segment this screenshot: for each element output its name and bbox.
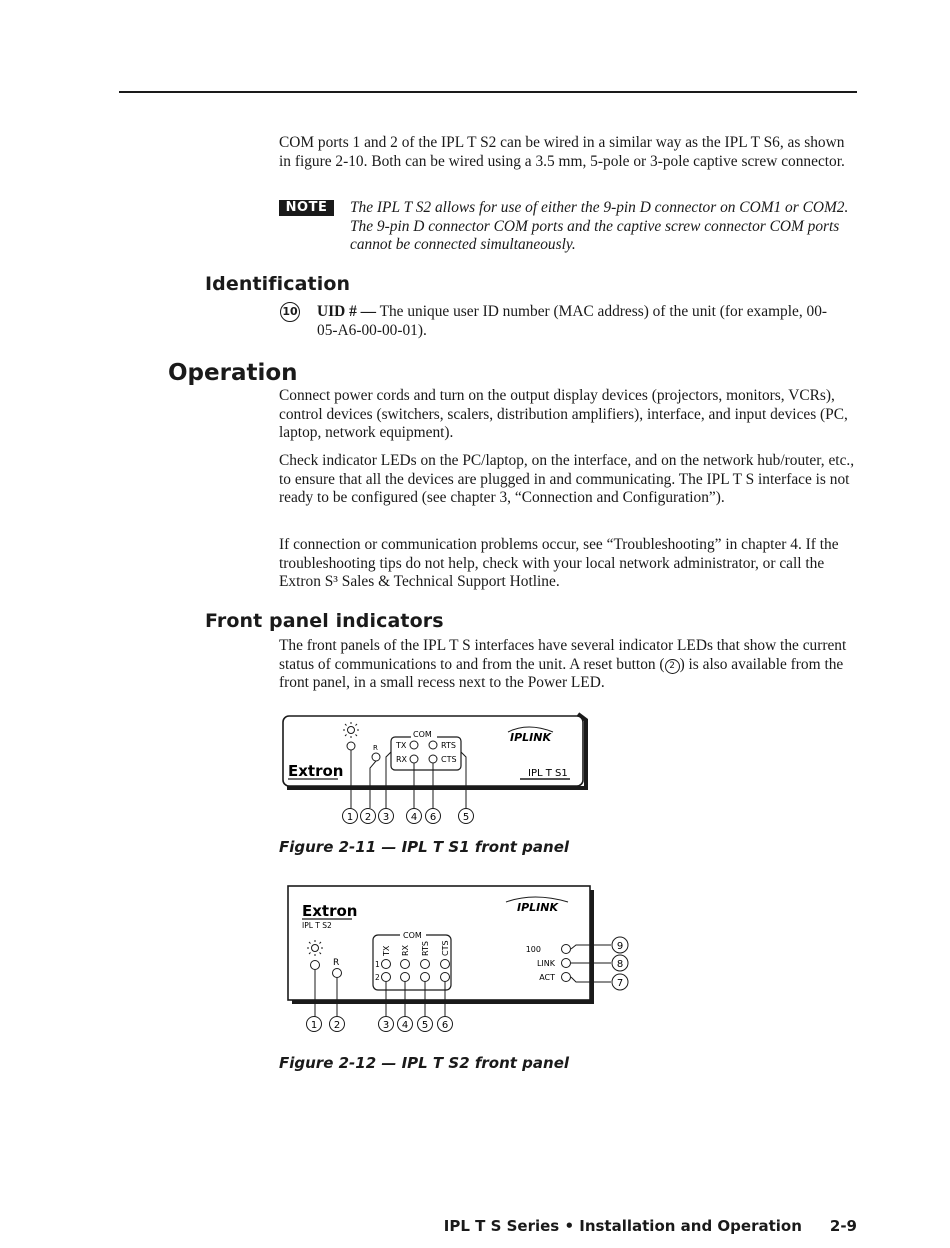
operation-para-1 — [279, 387, 859, 443]
s1-cts-led — [429, 755, 437, 763]
svg-text:5: 5 — [462, 812, 470, 823]
s1-callout-2 — [361, 809, 376, 824]
svg-text:6: 6 — [441, 1020, 449, 1031]
s2-rx2-led — [401, 973, 410, 982]
operation-text-3: If connection or communication problems occur, see “Troubleshooting” in chapter 4. If the troubleshooting tips do not help, check with your local network administrator, or call the Extron S³ Sales & Technical Support Hotline. — [279, 536, 839, 590]
s2-rx1-led — [401, 960, 410, 969]
page-footer — [444, 1217, 857, 1235]
s2-com-label: COM — [403, 931, 422, 940]
front-panel-text-after: ) is also available from the front panel, in a small recess next to the Power LED. — [279, 655, 844, 691]
s2-100-led — [562, 945, 571, 954]
s2-rts2-led — [421, 973, 430, 982]
s2-callout-6 — [438, 1017, 453, 1032]
s2-row-1-label: 1 — [375, 960, 380, 969]
s2-tx2-led — [382, 973, 391, 982]
s1-com-label: COM — [413, 730, 432, 739]
s2-reset-button — [333, 969, 342, 978]
svg-text:2: 2 — [333, 1020, 341, 1031]
intro-text: COM ports 1 and 2 of the IPL T S2 can be wired in a similar way as the IPL T S6, as shown in figure 2-10. Both can be wired using a 3.5 mm, 5-pole or 3-pole captive screw connector. — [279, 134, 845, 170]
s2-rts-label: RTS — [421, 941, 430, 956]
intro-paragraph — [279, 134, 859, 171]
s1-rx-label: RX — [396, 755, 408, 764]
svg-text:4: 4 — [401, 1020, 409, 1031]
s2-callout-7 — [612, 974, 628, 990]
header-rule — [119, 91, 857, 93]
svg-text:1: 1 — [310, 1020, 318, 1031]
s2-iplink-logo: IPLINK — [517, 901, 558, 914]
svg-text:1: 1 — [346, 812, 354, 823]
s2-reset-label: R — [333, 958, 340, 968]
s2-rx-label: RX — [401, 944, 410, 956]
s1-rts-label: RTS — [441, 741, 456, 750]
s1-model-label: IPL T S1 — [528, 768, 568, 779]
page-number: 2-9 — [829, 1217, 857, 1235]
identification-heading: Identification — [205, 273, 351, 295]
s2-cts2-led — [441, 973, 450, 982]
s2-callout-8 — [612, 955, 628, 971]
s2-act-led — [562, 973, 571, 982]
s1-cts-label: CTS — [441, 755, 457, 764]
s2-callout-9 — [612, 937, 628, 953]
note-text: The IPL T S2 allows for use of either the 9-pin D connector on COM1 or COM2. The 9-pin D connector COM ports and the captive screw connector COM ports cannot be connected simultaneously. — [350, 199, 849, 253]
front-panel-paragraph — [279, 637, 859, 693]
s2-callout-3 — [379, 1017, 394, 1032]
ipl-t-s1-front-panel-diagram — [278, 710, 598, 830]
s1-reset-label: R — [373, 744, 378, 752]
s1-callout-3 — [379, 809, 394, 824]
s2-tx1-led — [382, 960, 391, 969]
s2-power-led — [311, 961, 320, 970]
svg-text:3: 3 — [382, 812, 390, 823]
s1-extron-logo: Extron — [288, 762, 344, 780]
s2-act-label: ACT — [539, 973, 555, 982]
s1-power-led — [347, 742, 355, 750]
svg-text:4: 4 — [410, 812, 418, 823]
operation-text-1: Connect power cords and turn on the output display devices (projectors, monitors, VCRs), control devices (switchers, scalers, distribution amplifiers), interface, and input devices (PC, laptop, network equipment). — [279, 387, 848, 441]
s1-callouts — [343, 809, 474, 824]
operation-para-2 — [279, 452, 859, 508]
s1-tx-label: TX — [396, 741, 407, 750]
svg-text:9: 9 — [616, 941, 624, 952]
svg-text:2: 2 — [364, 812, 372, 823]
s2-callout-5 — [418, 1017, 433, 1032]
operation-text-2: Check indicator LEDs on the PC/laptop, on the interface, and on the network hub/router, etc., to ensure that all the devices are plugged in and communicating. The IPL T S interface is not ready to be configured (see chapter 3, “Connection and Configuration”). — [279, 452, 855, 506]
figure-2-11-caption: Figure 2-11 — IPL T S1 front panel — [279, 838, 570, 856]
s2-callout-1 — [307, 1017, 322, 1032]
front-panel-heading: Front panel indicators — [205, 610, 444, 632]
s2-link-led — [562, 959, 571, 968]
note-badge: NOTE — [279, 200, 334, 216]
uid-description — [317, 303, 837, 340]
s2-cts-label: CTS — [441, 940, 450, 956]
s2-100-label: 100 — [525, 945, 541, 954]
uid-term: UID # — — [317, 303, 376, 320]
s2-rts1-led — [421, 960, 430, 969]
svg-text:8: 8 — [616, 959, 624, 970]
svg-text:3: 3 — [382, 1020, 390, 1031]
operation-heading: Operation — [168, 360, 298, 386]
svg-text:5: 5 — [421, 1020, 429, 1031]
figure-2-12-caption: Figure 2-12 — IPL T S2 front panel — [279, 1054, 570, 1072]
s1-rts-led — [429, 741, 437, 749]
footer-title: IPL T S Series • Installation and Operation — [443, 1217, 802, 1235]
s1-tx-led — [410, 741, 418, 749]
s1-callout-6 — [426, 809, 441, 824]
s2-extron-logo: Extron — [302, 902, 358, 920]
svg-text:6: 6 — [429, 812, 437, 823]
s2-callout-2 — [330, 1017, 345, 1032]
s1-callout-5 — [459, 809, 474, 824]
s1-callout-4 — [407, 809, 422, 824]
reset-callout-icon: 2 — [665, 659, 680, 674]
uid-text: The unique user ID number (MAC address) of the unit (for example, 00-05-A6-00-00-01). — [317, 303, 828, 339]
svg-text:7: 7 — [616, 978, 624, 989]
operation-para-3 — [279, 536, 859, 592]
s1-iplink-logo: IPLINK — [510, 731, 551, 744]
s2-callout-4 — [398, 1017, 413, 1032]
s2-cts1-led — [441, 960, 450, 969]
ipl-t-s2-front-panel-diagram — [284, 880, 634, 1040]
s1-rx-led — [410, 755, 418, 763]
callout-10: 10 — [280, 302, 300, 322]
front-panel-text-before: The front panels of the IPL T S interfaces have several indicator LEDs that show the current status of communications to and from the unit. A reset button ( — [279, 637, 847, 673]
s2-tx-label: TX — [382, 945, 391, 956]
s2-row-2-label: 2 — [375, 973, 380, 982]
s2-link-label: LINK — [536, 959, 555, 968]
s2-model-label: IPL T S2 — [302, 921, 332, 930]
s1-callout-1 — [343, 809, 358, 824]
s1-reset-button — [372, 753, 380, 761]
